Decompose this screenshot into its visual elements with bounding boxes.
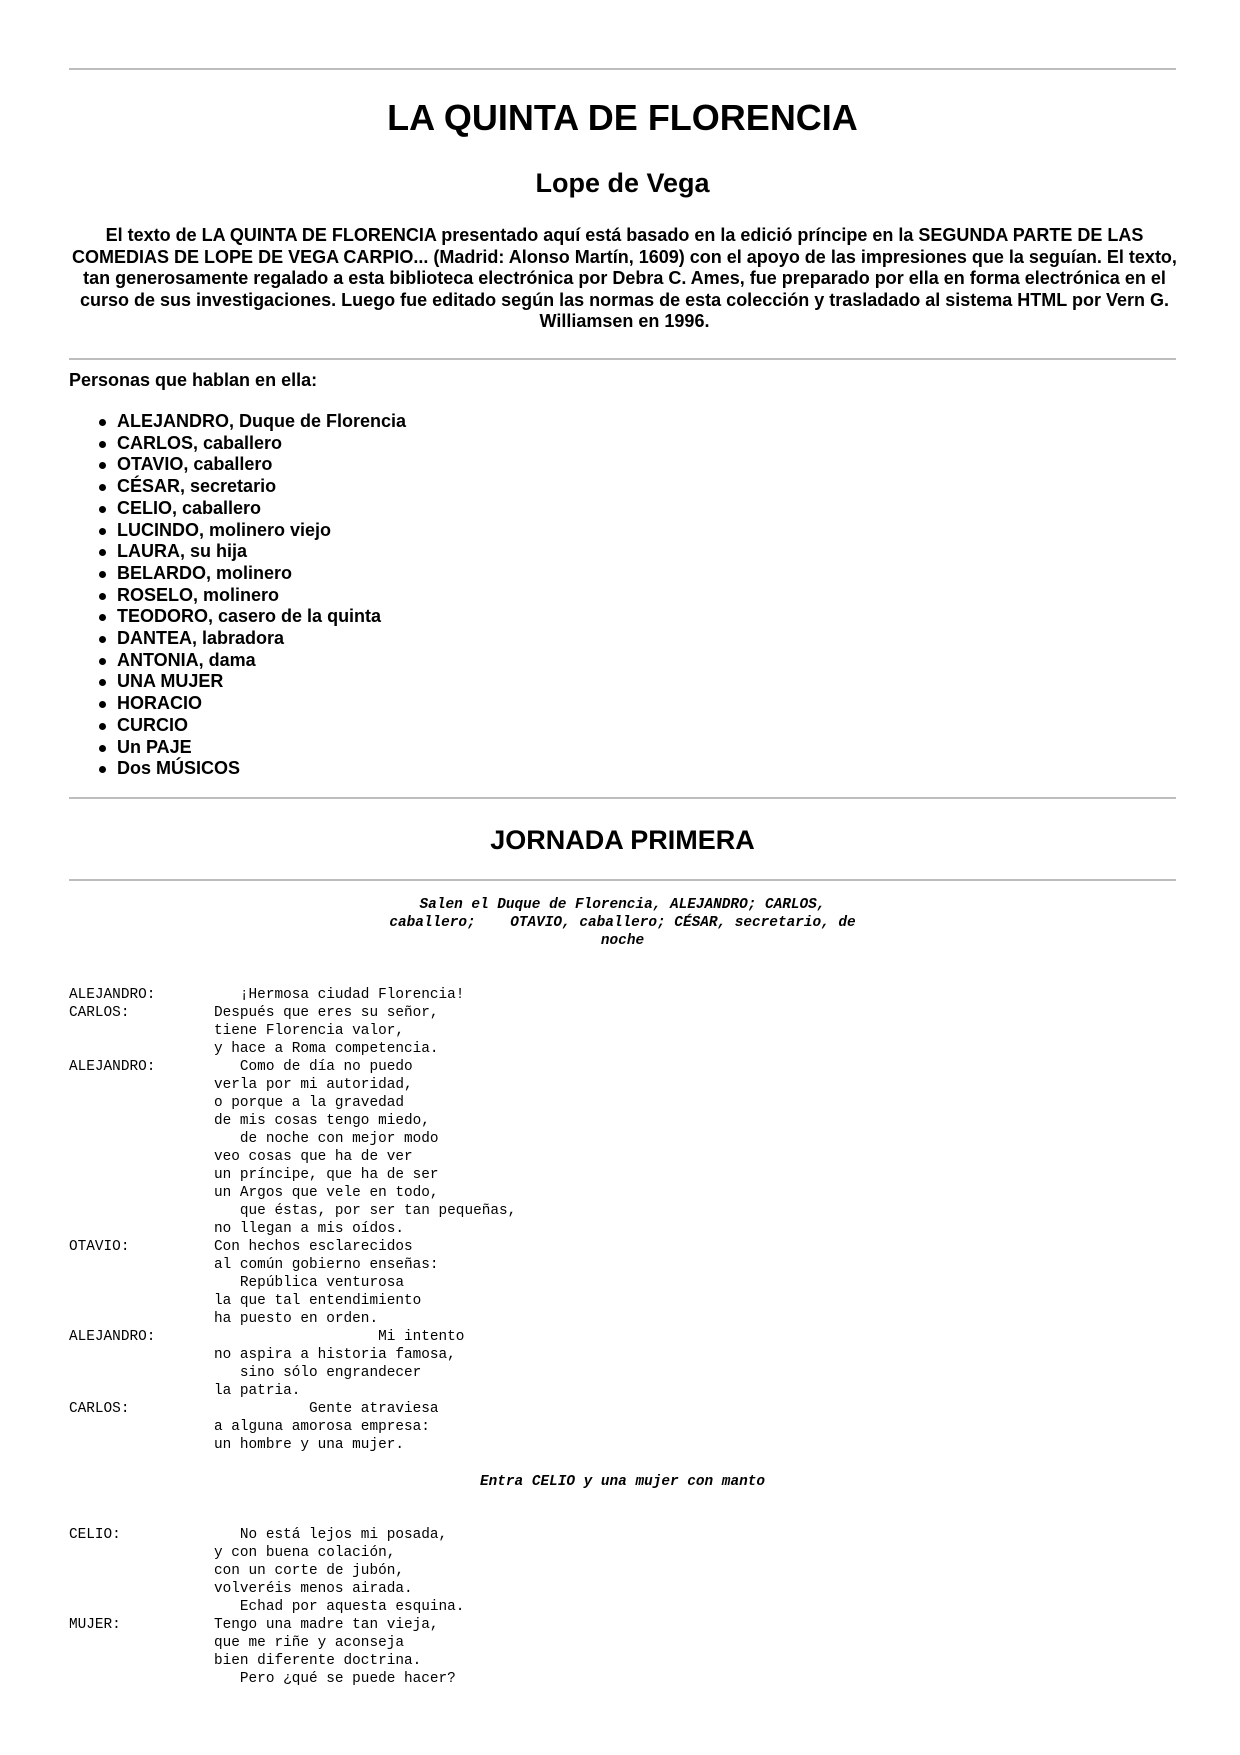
cast-member: CÉSAR, secretario [69,476,1176,498]
verse-line [69,1058,1176,1076]
verse-line [69,1382,1176,1400]
act-heading: JORNADA PRIMERA [490,825,755,855]
speaker-name [69,1652,214,1670]
speaker-name [69,1148,214,1166]
speaker-name: ALEJANDRO: [69,1329,156,1345]
speaker-name [69,1112,214,1130]
speaker-name [69,1040,214,1058]
verse-line [69,1328,1176,1346]
speaker-name: OTAVIO: [69,1239,130,1255]
verse-line [69,1616,1176,1634]
speaker-name [69,1076,214,1094]
verse-line [69,1436,1176,1454]
verse-text: o porque a la gravedad [214,1095,404,1111]
speaker-name: ALEJANDRO: [69,1059,156,1075]
verse-line [69,1220,1176,1238]
verse-text: volveréis menos airada. [214,1581,413,1597]
verse-text: ha puesto en orden. [214,1311,379,1327]
speaker-name [69,1634,214,1652]
verse-text: con un corte de jubón, [214,1563,404,1579]
verse-line [69,1562,1176,1580]
speaker-name [69,1274,214,1292]
cast-member: TEODORO, casero de la quinta [69,606,1176,628]
verse-line [69,1202,1176,1220]
cast-list [69,411,1176,780]
verse-line [69,1418,1176,1436]
speaker-name [69,1364,214,1382]
verse-text: que éstas, por ser tan pequeñas, [214,1203,517,1219]
verse-line [69,1544,1176,1562]
verse-text: no aspira a historia famosa, [214,1347,456,1363]
cast-member: LUCINDO, molinero viejo [69,520,1176,542]
speaker-name [69,1382,214,1400]
verse-text: que me riñe y aconseja [214,1635,404,1651]
speaker-name [69,1580,214,1598]
verse-text: bien diferente doctrina. [214,1653,422,1669]
speaker-name [69,1094,214,1112]
speaker-name [69,1562,214,1580]
verse-text: un hombre y una mujer. [214,1437,404,1453]
speaker-name [69,1598,214,1616]
verse-text: Pero ¿qué se puede hacer? [214,1671,456,1687]
verse-text: Como de día no puedo [214,1059,413,1075]
cast-member: OTAVIO, caballero [69,454,1176,476]
speaker-name [69,1202,214,1220]
divider-top [69,68,1176,70]
verse-text: tiene Florencia valor, [214,1023,404,1039]
speaker-name: CELIO: [69,1527,121,1543]
speaker-name: CARLOS: [69,1005,130,1021]
verse-line [69,1274,1176,1292]
cast-member: BELARDO, molinero [69,563,1176,585]
stage-direction: Salen el Duque de Florencia, ALEJANDRO; CARLOS, caballero; OTAVIO, caballero; CÉSAR, secretario, de noche [389,897,856,949]
play-title: LA QUINTA DE FLORENCIA [387,97,858,138]
speaker-name: MUJER: [69,1617,121,1633]
speaker-name [69,1436,214,1454]
cast-member: Un PAJE [69,737,1176,759]
personas-heading: Personas que hablan en ella: [69,370,318,390]
stage-direction: Entra CELIO y una mujer con manto [480,1474,765,1490]
verse-line [69,1400,1176,1418]
intro-paragraph: El texto de LA QUINTA DE FLORENCIA presentado aquí está basado en la edició príncipe en la SEGUNDA PARTE DE LAS COMEDIAS DE LOPE DE VEGA CARPIO... (Madrid: Alonso Martín, 1609) con el apoyo de las impresiones que la seguían. El texto, tan generosamente regalado a esta biblioteca electrónica por Debra C. Ames, fue preparado por ella en forma electrónica en el curso de sus investigaciones. Luego fue editado según las normas de esta colección y trasladado al sistema HTML por Vern G. Williamsen en 1996. [72,225,1177,331]
cast-member: ANTONIA, dama [69,650,1176,672]
cast-member: CURCIO [69,715,1176,737]
verse-text: de noche con mejor modo [214,1131,439,1147]
verse-text: verla por mi autoridad, [214,1077,413,1093]
speaker-name [69,1184,214,1202]
cast-member: UNA MUJER [69,671,1176,693]
verse-text: al común gobierno enseñas: [214,1257,439,1273]
cast-member: ROSELO, molinero [69,585,1176,607]
verse-line [69,1130,1176,1148]
verse-text: veo cosas que ha de ver [214,1149,413,1165]
verse-line [69,1580,1176,1598]
verse-text: Gente atraviesa [214,1401,439,1417]
verse-text: Con hechos esclarecidos [214,1239,413,1255]
cast-member: Dos MÚSICOS [69,758,1176,780]
verse-text: de mis cosas tengo miedo, [214,1113,430,1129]
verse-line [69,1364,1176,1382]
verse-text: Después que eres su señor, [214,1005,439,1021]
verse-line [69,1526,1176,1544]
cast-member: HORACIO [69,693,1176,715]
divider-after-cast [69,797,1176,799]
speaker-name [69,1130,214,1148]
verse-text: Tengo una madre tan vieja, [214,1617,439,1633]
divider-after-act [69,879,1176,881]
speaker-name [69,1220,214,1238]
verse-line [69,1004,1176,1022]
speaker-name [69,1166,214,1184]
speaker-name [69,1292,214,1310]
speaker-name [69,1670,214,1688]
verse-line [69,1166,1176,1184]
cast-member: DANTEA, labradora [69,628,1176,650]
verse-line [69,1652,1176,1670]
verse-text: República venturosa [214,1275,404,1291]
verse-line [69,1094,1176,1112]
verse-line [69,1292,1176,1310]
speaker-name [69,1256,214,1274]
speaker-name [69,1418,214,1436]
verse-text: no llegan a mis oídos. [214,1221,404,1237]
verse-line [69,1598,1176,1616]
verse-line [69,1670,1176,1688]
verse-line [69,1040,1176,1058]
speaker-name [69,1346,214,1364]
speaker-name: CARLOS: [69,1401,130,1417]
speaker-name [69,1022,214,1040]
verse-line [69,1184,1176,1202]
verse-block [69,1526,1176,1688]
cast-member: ALEJANDRO, Duque de Florencia [69,411,1176,433]
verse-text: a alguna amorosa empresa: [214,1419,430,1435]
verse-text: Mi intento [214,1329,465,1345]
verse-line [69,986,1176,1004]
verse-text: No está lejos mi posada, [214,1527,448,1543]
verse-line [69,1346,1176,1364]
verse-text: ¡Hermosa ciudad Florencia! [214,987,465,1003]
verse-text: Echad por aquesta esquina. [214,1599,465,1615]
verse-line [69,1112,1176,1130]
speaker-name: ALEJANDRO: [69,987,156,1003]
verse-line [69,1022,1176,1040]
verse-line [69,1256,1176,1274]
cast-member: LAURA, su hija [69,541,1176,563]
verse-text: sino sólo engrandecer [214,1365,422,1381]
play-author: Lope de Vega [535,168,710,198]
verse-text: y con buena colación, [214,1545,396,1561]
verse-block [69,986,1176,1454]
verse-line [69,1238,1176,1256]
verse-line [69,1634,1176,1652]
verse-text: y hace a Roma competencia. [214,1041,439,1057]
verse-text: la que tal entendimiento [214,1293,422,1309]
verse-line [69,1148,1176,1166]
speaker-name [69,1310,214,1328]
speaker-name [69,1544,214,1562]
cast-member: CARLOS, caballero [69,433,1176,455]
verse-line [69,1076,1176,1094]
verse-text: un Argos que vele en todo, [214,1185,439,1201]
cast-member: CELIO, caballero [69,498,1176,520]
verse-text: un príncipe, que ha de ser [214,1167,439,1183]
divider-after-intro [69,358,1176,360]
verse-text: la patria. [214,1383,301,1399]
verse-line [69,1310,1176,1328]
